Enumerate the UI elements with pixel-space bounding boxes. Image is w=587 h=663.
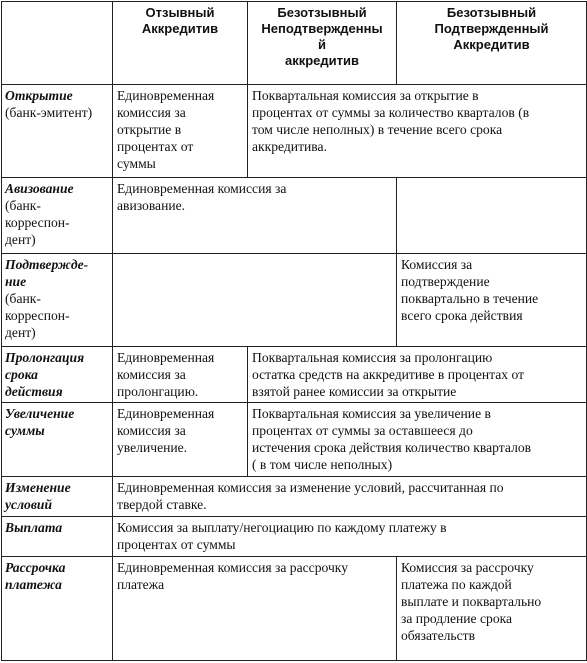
cell-revocable: Единовременная комиссия за пролонгацию. [113,347,248,403]
row-name: Открытие [5,88,73,103]
table-row [2,178,587,254]
header-irrevocable-confirmed: Безотзывный Подтвержденный Аккредитив [397,2,587,85]
row-header-cell [2,517,113,557]
commission-table [1,1,587,661]
cell-revocable-unconfirmed: Единовременная комиссия за рассрочку платежа [113,557,397,661]
row-name: Выплата [5,520,63,535]
table-row [2,403,587,477]
row-header-cell [2,347,113,403]
cell-confirmed: Комиссия за подтверждение поквартально в течение всего срока действия [397,254,587,347]
header-revocable: Отзывный Аккредитив [113,2,248,85]
table-row [2,85,587,178]
row-name: Увеличение суммы [5,406,75,438]
cell-confirmed: Комиссия за рассрочку платежа по каждой выплате и поквартально за продление срока обязательств [397,557,587,661]
row-header-cell [2,557,113,661]
row-name: Авизование [5,181,74,196]
row-header-cell [2,477,113,517]
row-header-cell [2,85,113,178]
row-header-cell [2,403,113,477]
header-irrevocable-unconfirmed: Безотзывный Неподтвержденны й аккредитив [248,2,397,85]
row-subtitle: (банк- корреспон- дент) [5,291,70,340]
row-header-cell [2,254,113,347]
row-name: Рассрочка платежа [5,560,66,592]
cell-revocable-unconfirmed: Единовременная комиссия за авизование. [113,178,397,254]
row-header-cell [2,178,113,254]
table-row [2,347,587,403]
row-subtitle: (банк-эмитент) [5,105,93,120]
cell-all: Комиссия за выплату/негоциацию по каждому платежу в процентах от суммы [113,517,587,557]
cell-confirmed [397,178,587,254]
cell-irrevocable: Поквартальная комиссия за открытие в процентах от суммы за количество кварталов (в том числе неполных) в течение всего срока аккредитива. [248,85,587,178]
cell-revocable: Единовременная комиссия за открытие в процентах от суммы [113,85,248,178]
cell-irrevocable: Поквартальная комиссия за пролонгацию остатка средств на аккредитиве в процентах от взятой ранее комиссии за открытие [248,347,587,403]
table-row [2,254,587,347]
row-name: Изменение условий [5,480,71,512]
cell-all: Единовременная комиссия за изменение условий, рассчитанная по твердой ставке. [113,477,587,517]
row-subtitle: (банк- корреспон- дент) [5,198,70,247]
header-empty-cell [2,2,113,85]
row-name: Пролонгация срока действия [5,350,85,399]
cell-revocable: Единовременная комиссия за увеличение. [113,403,248,477]
cell-revocable-unconfirmed [113,254,397,347]
cell-irrevocable: Поквартальная комиссия за увеличение в процентах от суммы за оставшееся до истечения срока действия количество кварталов ( в том числе неполных) [248,403,587,477]
table-row [2,517,587,557]
header-row [2,2,587,85]
table-row [2,557,587,661]
table-row [2,477,587,517]
row-name: Подтвержде- ние [5,257,89,289]
